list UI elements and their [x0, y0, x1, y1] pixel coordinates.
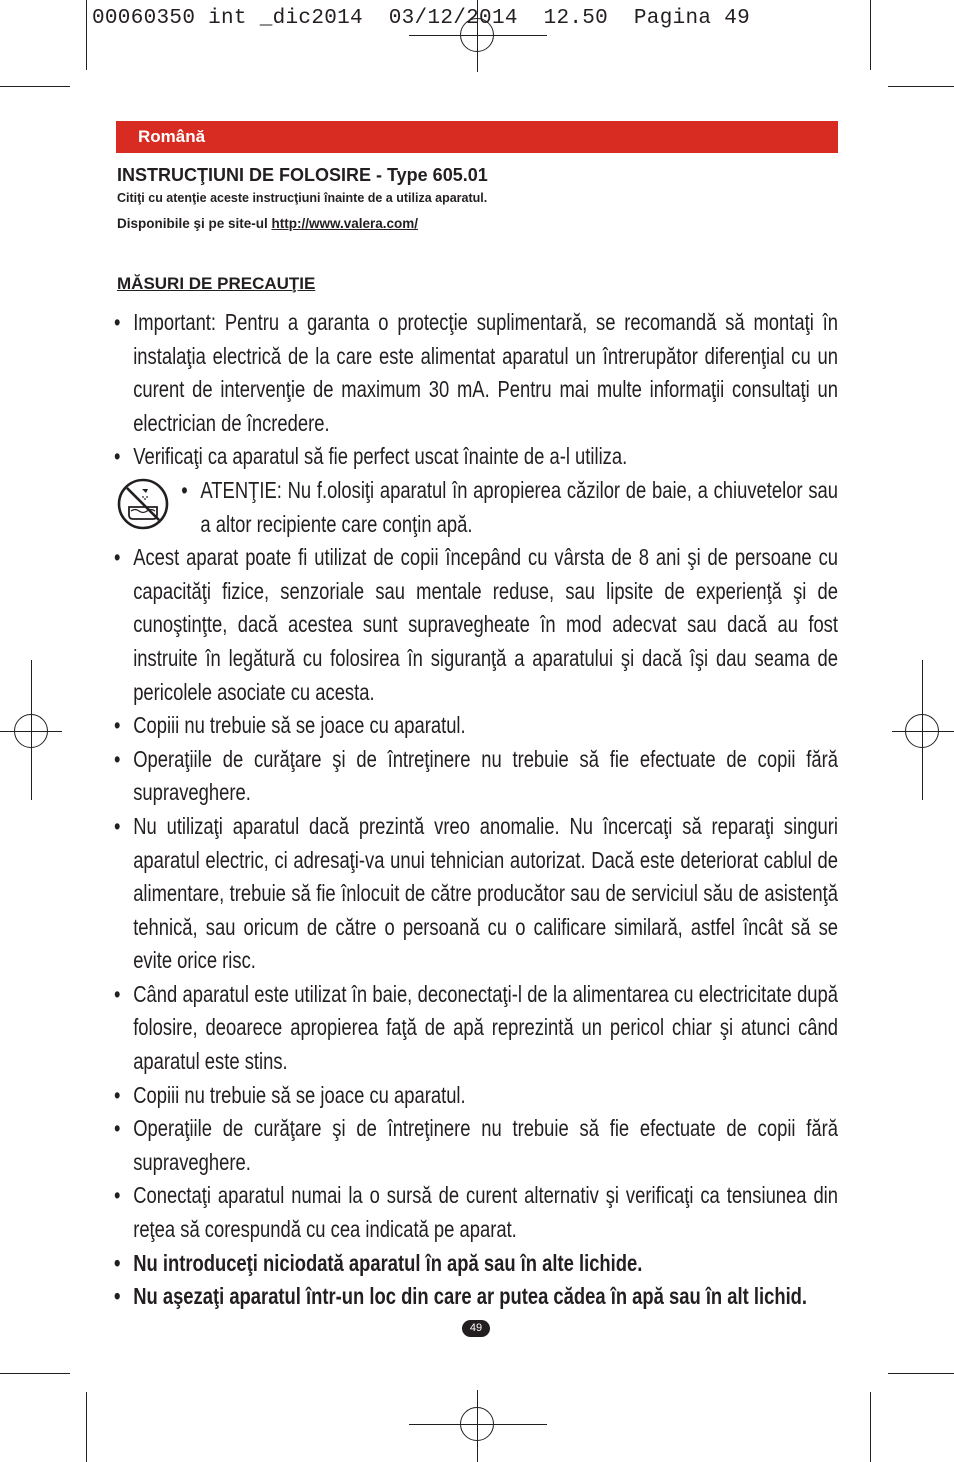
bullet: •	[114, 712, 121, 739]
list-item-bold	[114, 1247, 838, 1281]
crop-mark	[86, 1392, 87, 1462]
bullet: •	[181, 476, 188, 503]
bullet: •	[114, 309, 121, 335]
list-item	[114, 810, 838, 978]
list-item	[114, 1179, 838, 1246]
list-item-text: Operaţiile de curăţare şi de întreţinere nu trebuie să fie efectuate de copii fără supraveghere.	[133, 745, 838, 806]
print-slug: 00060350 int _dic2014 03/12/2014 12.50 Pagina 49	[92, 7, 751, 30]
registration-mark	[14, 714, 48, 748]
bullet: •	[114, 1182, 121, 1209]
read-notice: Citiţi cu atenţie aceste instrucţiuni înainte de a utiliza aparatul.	[117, 191, 488, 205]
list-item	[114, 1112, 838, 1179]
crop-mark	[888, 1373, 954, 1374]
list-item	[114, 1079, 838, 1113]
page-number: 49	[462, 1320, 490, 1337]
bullet: •	[114, 1283, 121, 1310]
list-item-text: Nu introduceţi niciodată aparatul în apă sau în alte lichide.	[133, 1249, 643, 1276]
website-link[interactable]: http://www.valera.com/	[271, 216, 419, 231]
bullet: •	[114, 980, 121, 1007]
list-item-text: Copiii nu trebuie să se joace cu aparatul.	[133, 712, 466, 739]
list-item	[114, 541, 838, 709]
bullet: •	[114, 1081, 121, 1108]
list-item-text: Nu utilizaţi aparatul dacă prezintă vreo anomalie. Nu încercaţi să reparaţi singuri aparatul electric, ci adresaţi-va unui tehnician autorizat. Dacă este deteriorat cablul de alimentare, trebuie să fie înlocuit de către producător sau de serviciul său de asistenţă tehnică, sau oricum de către o persoană cu o calificare similară, astfel încât să se evite orice risc.	[133, 812, 838, 974]
crop-mark	[870, 0, 871, 70]
availability-line	[117, 216, 418, 231]
list-item-warning	[181, 474, 838, 541]
list-item	[114, 743, 838, 810]
crop-mark	[0, 86, 70, 87]
list-item-text: Verificaţi ca aparatul să fie perfect uscat înainte de a-l utiliza.	[133, 443, 628, 470]
crop-mark	[870, 1392, 871, 1462]
crop-mark	[0, 1373, 70, 1374]
bullet: •	[114, 745, 121, 772]
bullet: •	[114, 544, 121, 571]
bullet: •	[114, 1249, 121, 1276]
list-item-text: Important: Pentru a garanta o protecţie suplimentară, se recomandă să montaţi în instalaţia electrică de la care este alimentat aparatul un întrerupător diferenţial cu un curent de intervenţie de maximum 30 mA. Pentru mai multe informaţii consultaţi un electrician de încredere.	[133, 309, 838, 436]
precautions-list	[114, 306, 838, 1314]
bullet: •	[114, 1115, 121, 1142]
language-label: Română	[138, 127, 206, 146]
registration-mark	[905, 714, 939, 748]
list-item-text: Nu aşezaţi aparatul într-un loc din care ar putea cădea în apă sau în alt lichid.	[133, 1283, 808, 1310]
crop-mark	[888, 86, 954, 87]
list-item-text: ATENŢIE: Nu f.olosiţi aparatul în apropierea căzilor de baie, a chiuvetelor sau a altor recipiente care conţin apă.	[200, 476, 838, 537]
list-item-text: Când aparatul este utilizat în baie, deconectaţi-l de la alimentarea cu electricitate după folosire, deoarece apropierea faţă de apă reprezintă un pericol chiar şi atunci când aparatul este stins.	[133, 980, 838, 1075]
language-bar	[116, 121, 838, 153]
list-item	[114, 440, 838, 474]
page-title: INSTRUCŢIUNI DE FOLOSIRE - Type 605.01	[117, 165, 488, 185]
list-item-bold	[114, 1280, 838, 1314]
list-item-text: Copiii nu trebuie să se joace cu aparatul.	[133, 1081, 466, 1108]
list-item-text: Acest aparat poate fi utilizat de copii începând cu vârsta de 8 ani şi de persoane cu capacităţi fizice, senzoriale sau mentale reduse, sau lipsite de experienţă şi de cunoştinţte, dacă acestea sunt supravegheate în mod adecvat sau dacă au fost instruite în legătură cu folosirea în siguranţă a aparatului şi dacă îşi dau seama de pericolele asociate cu acesta.	[133, 544, 838, 705]
section-title: MĂSURI DE PRECAUŢIE	[117, 274, 316, 293]
list-item	[114, 709, 838, 743]
list-item	[114, 978, 838, 1079]
list-item	[114, 306, 838, 440]
registration-mark	[460, 1407, 494, 1441]
list-item-text: Operaţiile de curăţare şi de întreţinere nu trebuie să fie efectuate de copii fără supraveghere.	[133, 1115, 838, 1175]
crop-mark	[86, 0, 87, 70]
list-item-text: Conectaţi aparatul numai la o sursă de curent alternativ şi verificaţi ca tensiunea din reţea să corespundă cu cea indicată pe aparat.	[133, 1182, 838, 1243]
availability-prefix: Disponibile şi pe site-ul	[117, 216, 272, 231]
bullet: •	[114, 443, 121, 470]
bullet: •	[114, 812, 121, 839]
